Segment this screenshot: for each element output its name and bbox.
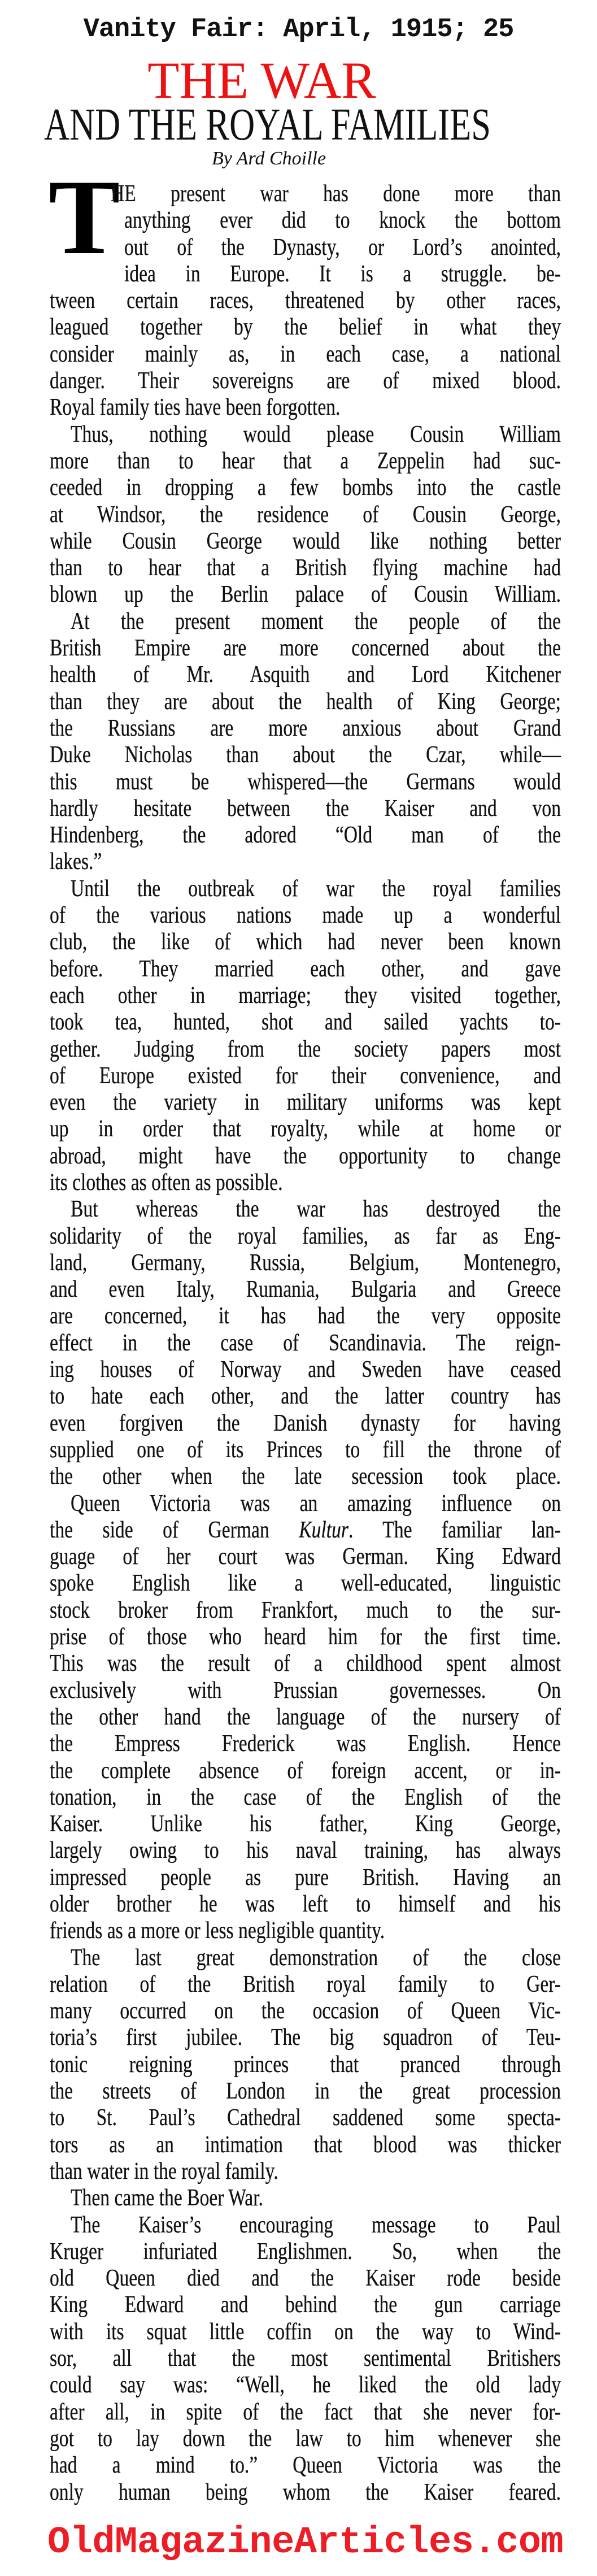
text-line xyxy=(50,2265,561,2292)
text-line-content: got to lay down the law to him whenever she xyxy=(50,2425,561,2452)
text-line xyxy=(50,2158,561,2185)
text-line-content: The Kaiser’s encouraging message to Paul xyxy=(71,2212,561,2238)
headline-the-war: THE WAR xyxy=(147,51,376,109)
text-line xyxy=(50,1250,561,1276)
text-line xyxy=(50,2452,561,2479)
text-line xyxy=(71,422,561,448)
text-line-content: its clothes as often as possible. xyxy=(50,1169,283,1196)
text-line-content: than they are about the health of King George; xyxy=(50,688,561,715)
text-line xyxy=(71,2185,561,2212)
text-line xyxy=(50,2345,561,2372)
text-line xyxy=(71,876,561,902)
text-line-content: Queen Victoria was an amazing influence on xyxy=(71,1490,561,1517)
text-line xyxy=(50,1758,561,1784)
text-line-content: Then came the Boer War. xyxy=(71,2185,263,2212)
text-line-content: Until the outbreak of war the royal families xyxy=(71,875,561,902)
text-line-content: at Windsor, the residence of Cousin George, xyxy=(50,501,561,528)
text-line xyxy=(50,2319,561,2345)
text-line xyxy=(71,609,561,635)
text-segment: . The familiar lan- xyxy=(348,1517,561,1543)
text-line xyxy=(71,1491,561,1517)
text-line xyxy=(50,1837,561,1864)
headline-royal-families: AND THE ROYAL FAMILIES xyxy=(44,100,491,150)
text-line-content: old Queen died and the Kaiser rode beside xyxy=(50,2265,561,2292)
text-line xyxy=(50,1143,561,1170)
text-line-content: relation of the British royal family to Ger- xyxy=(50,1971,561,1997)
text-line-content: tonation, in the case of the English of the xyxy=(50,1784,561,1810)
text-line xyxy=(50,528,561,555)
text-line xyxy=(50,1009,561,1036)
text-line xyxy=(50,341,561,368)
text-line-content: to St. Paul’s Cathedral saddened some specta- xyxy=(50,2105,561,2131)
text-line-content: only human being whom the Kaiser feared. xyxy=(50,2479,561,2505)
text-line xyxy=(50,1731,561,1757)
text-line xyxy=(50,1276,561,1303)
text-line-content: the complete absence of foreign accent, or in- xyxy=(50,1757,561,1784)
text-line xyxy=(50,2399,561,2426)
text-line xyxy=(50,368,561,394)
text-line-content: out of the Dynasty, or Lord’s anointed, xyxy=(124,234,561,260)
text-line-content: toria’s first jubilee. The big squadron of Teu- xyxy=(50,2025,561,2051)
paragraph xyxy=(50,1491,561,1945)
text-line-content: Kaiser. Unlike his father, King George, xyxy=(50,1811,561,1837)
watermark-site-name: OldMagazineArticles.com xyxy=(47,2521,564,2564)
text-line-content: hardly hesitate between the Kaiser and von xyxy=(50,795,561,822)
text-line-content: more than to hear that a Zeppelin had suc- xyxy=(50,448,561,474)
text-line-content: leagued together by the belief in what they xyxy=(50,314,561,341)
text-line xyxy=(50,849,561,875)
text-line-content: At the present moment the people of the xyxy=(71,608,561,635)
byline: By Ard Choille xyxy=(212,148,326,169)
text-line-content: could say was: “Well, he liked the old lady xyxy=(50,2372,561,2399)
text-line xyxy=(50,769,561,796)
text-line xyxy=(50,742,561,768)
text-line-content: Hindenberg, the adored “Old man of the xyxy=(50,822,561,849)
text-line-content: solidarity of the royal families, as far as Eng- xyxy=(50,1223,561,1249)
text-line-content: after all, in spite of the fact that she never for- xyxy=(50,2399,561,2425)
text-line xyxy=(50,2479,561,2506)
text-line xyxy=(124,207,561,234)
text-line xyxy=(50,956,561,983)
text-line xyxy=(50,1517,561,1544)
text-line xyxy=(50,715,561,742)
text-line xyxy=(50,1063,561,1089)
text-line xyxy=(50,1784,561,1811)
text-line-content: ing houses of Norway and Sweden have ceased xyxy=(50,1357,561,1383)
text-line xyxy=(50,1463,561,1490)
text-line xyxy=(50,1811,561,1837)
text-line xyxy=(124,234,561,261)
text-line-content: King Edward and behind the gun carriage xyxy=(50,2292,561,2318)
text-line xyxy=(50,1918,561,1944)
text-line-content: had a mind to.” Queen Victoria was the xyxy=(50,2452,561,2479)
text-line xyxy=(50,1116,561,1143)
text-line-content: Thus, nothing would please Cousin William xyxy=(71,421,561,448)
masthead-publication-line: Vanity Fair: April, 1915; 25 xyxy=(83,15,514,45)
text-line xyxy=(50,662,561,688)
headline-subtitle xyxy=(44,99,550,150)
text-line-content: took tea, hunted, shot and sailed yachts to- xyxy=(50,1009,561,1036)
text-line-content: British Empire are more concerned about the xyxy=(50,635,561,662)
text-line-content: HE present war has done more than xyxy=(111,181,561,207)
text-line xyxy=(50,2078,561,2105)
text-line xyxy=(50,1891,561,1918)
paragraph xyxy=(50,2185,561,2212)
text-line xyxy=(50,796,561,822)
text-line xyxy=(50,902,561,929)
text-line-content: guage of her court was German. King Edward xyxy=(50,1544,561,1570)
text-line xyxy=(50,2239,561,2265)
text-line xyxy=(50,1678,561,1704)
paragraph xyxy=(50,609,561,876)
text-line xyxy=(50,929,561,955)
text-line xyxy=(50,1437,561,1463)
text-line xyxy=(50,581,561,608)
text-line xyxy=(71,1196,561,1223)
paragraph xyxy=(50,422,561,609)
text-line-content: consider mainly as, in each case, a national xyxy=(50,341,561,367)
text-line-content: even forgiven the Danish dynasty for having xyxy=(50,1410,561,1436)
text-line xyxy=(50,288,561,314)
text-line xyxy=(50,502,561,528)
text-line xyxy=(50,2052,561,2078)
text-line-content: largely owing to his naval training, has always xyxy=(50,1837,561,1864)
text-line xyxy=(50,1865,561,1891)
text-line-content: to hate each other, and the latter country has xyxy=(50,1383,561,1410)
text-line-content: the other when the late secession took place. xyxy=(50,1463,561,1490)
text-line-content: before. They married each other, and gave xyxy=(50,955,561,982)
text-line-content: sor, all that the most sentimental Britishers xyxy=(50,2345,561,2372)
text-line-content: The last great demonstration of the close xyxy=(71,1944,561,1971)
text-line-content: idea in Europe. It is a struggle. be- xyxy=(124,260,561,287)
text-line-content: Royal family ties have been forgotten. xyxy=(50,394,341,421)
text-line-content: effect in the case of Scandinavia. The reign- xyxy=(50,1330,561,1356)
text-line xyxy=(50,1303,561,1330)
text-line xyxy=(50,1036,561,1063)
text-line xyxy=(50,1357,561,1383)
text-line xyxy=(50,1597,561,1624)
text-line-content: spoke English like a well-educated, linguistic xyxy=(50,1570,561,1597)
text-line-content: land, Germany, Russia, Belgium, Montenegro, xyxy=(50,1249,561,1276)
text-line xyxy=(50,475,561,501)
text-line-content: Kruger infuriated Englishmen. So, when the xyxy=(50,2238,561,2265)
text-line-content: of Europe existed for their convenience, and xyxy=(50,1062,561,1089)
text-line-content: friends as a more or less negligible quantity. xyxy=(50,1918,385,1944)
text-line xyxy=(50,689,561,715)
text-line-content: This was the result of a childhood spent almost xyxy=(50,1650,561,1677)
text-line-content: with its squat little coffin on the way to Wind- xyxy=(50,2318,561,2345)
text-line-content: the streets of London in the great procession xyxy=(50,2078,561,2105)
text-line-content: prise of those who heard him for the first time. xyxy=(50,1624,561,1650)
text-line-content: impressed people as pure British. Having an xyxy=(50,1864,561,1891)
text-line xyxy=(50,1383,561,1410)
text-line-content: gether. Judging from the society papers most xyxy=(50,1036,561,1062)
text-line-content: than to hear that a British flying machine had xyxy=(50,555,561,581)
text-line xyxy=(50,635,561,662)
text-line-content: many occurred on the occasion of Queen Vic- xyxy=(50,1998,561,2025)
text-line xyxy=(50,1170,561,1196)
text-line xyxy=(50,314,561,341)
text-line-content: Duke Nicholas than about the Czar, while— xyxy=(50,742,561,768)
text-line xyxy=(50,1704,561,1731)
text-line-content: than water in the royal family. xyxy=(50,2158,278,2184)
text-line-content: supplied one of its Princes to fill the throne of xyxy=(50,1436,561,1463)
paragraph xyxy=(50,181,561,422)
text-line xyxy=(50,1971,561,1998)
paragraph xyxy=(50,1945,561,2186)
text-line-content: older brother he was left to himself and his xyxy=(50,1891,561,1917)
text-line-content: are concerned, it has had the very opposite xyxy=(50,1303,561,1330)
text-line xyxy=(50,1544,561,1570)
paragraph xyxy=(50,876,561,1197)
text-line-content: club, the like of which had never been known xyxy=(50,929,561,955)
text-line xyxy=(50,1998,561,2025)
drop-cap: T xyxy=(49,158,120,277)
text-line-content: while Cousin George would like nothing better xyxy=(50,528,561,554)
paragraph xyxy=(50,2212,561,2506)
text-line xyxy=(50,1410,561,1437)
text-line-content: this must be whispered—the Germans would xyxy=(50,768,561,795)
text-line xyxy=(50,1624,561,1650)
text-line-content: exclusively with Prussian governesses. On xyxy=(50,1677,561,1704)
paragraph xyxy=(50,1196,561,1490)
text-segment: the side of German xyxy=(50,1517,299,1543)
text-line-content: anything ever did to knock the bottom xyxy=(124,207,561,234)
text-line xyxy=(50,1089,561,1116)
text-line xyxy=(50,1223,561,1250)
text-line xyxy=(71,2212,561,2239)
text-line xyxy=(50,2132,561,2158)
text-line xyxy=(50,822,561,849)
text-line xyxy=(50,448,561,475)
text-line-content: even the variety in military uniforms was kept xyxy=(50,1089,561,1116)
text-line-content: of the various nations made up a wonderful xyxy=(50,902,561,929)
italic-word: Kultur xyxy=(299,1517,348,1543)
text-line-content: abroad, might have the opportunity to change xyxy=(50,1143,561,1169)
text-line xyxy=(71,1945,561,1971)
text-line xyxy=(50,1570,561,1597)
text-line-content: tonic reigning princes that pranced through xyxy=(50,2051,561,2078)
text-line xyxy=(50,1330,561,1357)
text-line xyxy=(50,2372,561,2399)
text-line xyxy=(50,1650,561,1677)
text-line-content: and even Italy, Rumania, Bulgaria and Greece xyxy=(50,1276,561,1303)
text-line-content: tween certain races, threatened by other races, xyxy=(50,288,561,314)
text-line-content: But whereas the war has destroyed the xyxy=(71,1196,561,1223)
text-line-content: stock broker from Frankfort, much to the sur- xyxy=(50,1597,561,1623)
text-line xyxy=(50,555,561,581)
text-line xyxy=(50,394,561,421)
text-line-content: blown up the Berlin palace of Cousin William. xyxy=(50,581,561,608)
text-line-content: the Russians are more anxious about Grand xyxy=(50,715,561,741)
text-line-content: up in order that royalty, while at home or xyxy=(50,1116,561,1143)
text-line-content: ceeded in dropping a few bombs into the castle xyxy=(50,475,561,501)
text-line-content: health of Mr. Asquith and Lord Kitchener xyxy=(50,662,561,688)
article-body xyxy=(50,181,561,2506)
text-line xyxy=(50,2292,561,2318)
text-line-content: each other in marriage; they visited together, xyxy=(50,982,561,1009)
text-line-content: tors as an intimation that blood was thicker xyxy=(50,2131,561,2158)
text-line-content xyxy=(50,1517,561,1544)
text-line xyxy=(111,181,561,207)
text-line xyxy=(124,261,561,288)
text-line xyxy=(50,983,561,1009)
text-line-content: the other hand the language of the nursery of xyxy=(50,1704,561,1730)
text-line-content: the Empress Frederick was English. Hence xyxy=(50,1731,561,1757)
text-line-content: danger. Their sovereigns are of mixed blood. xyxy=(50,368,561,394)
text-line xyxy=(50,2426,561,2452)
text-line-content: lakes.” xyxy=(50,849,102,875)
text-line xyxy=(50,2025,561,2051)
text-line xyxy=(50,2105,561,2131)
